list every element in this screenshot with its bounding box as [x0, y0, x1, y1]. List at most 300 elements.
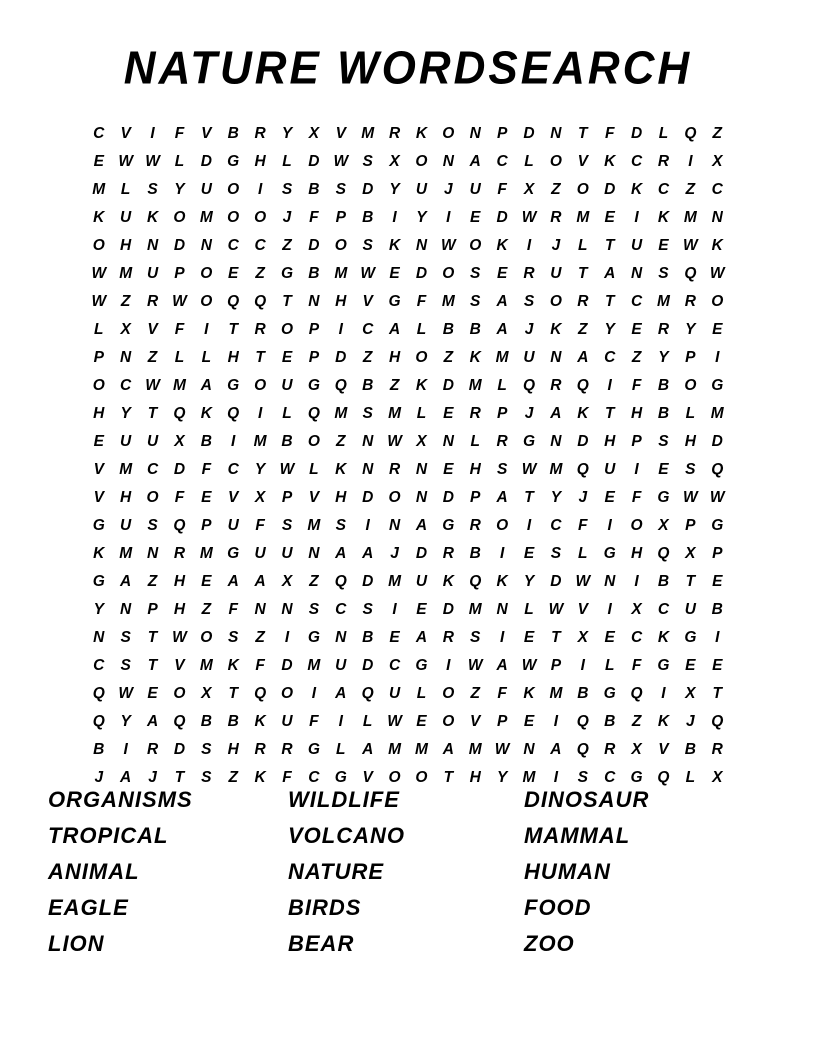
grid-letter: M	[119, 265, 133, 282]
grid-letter: T	[604, 293, 615, 310]
grid-letter: W	[91, 265, 107, 282]
grid-letter: R	[442, 629, 454, 646]
grid-letter: S	[523, 293, 535, 310]
grid-letter: W	[91, 293, 107, 310]
grid-letter: B	[227, 713, 239, 730]
grid-letter: T	[174, 769, 185, 786]
grid-letter: Q	[684, 125, 697, 142]
grid-letter: G	[307, 629, 320, 646]
grid-letter: R	[469, 517, 481, 534]
grid-letter: Q	[173, 517, 186, 534]
grid-letter: U	[604, 461, 616, 478]
grid-letter: W	[683, 489, 698, 506]
grid-letter: H	[335, 489, 347, 506]
grid-letter: H	[227, 349, 239, 366]
grid-letter: K	[604, 153, 616, 170]
grid-letter: B	[227, 125, 239, 142]
grid-letter: D	[362, 573, 374, 590]
grid-letter: M	[522, 769, 536, 786]
grid-letter: E	[201, 573, 212, 590]
grid-letter: B	[657, 405, 670, 422]
grid-letter: M	[549, 685, 563, 702]
grid-letter: V	[470, 713, 481, 730]
grid-letter: H	[630, 545, 643, 562]
grid-letter: H	[469, 769, 481, 786]
grid-letter: D	[523, 125, 535, 142]
grid-letter: I	[257, 181, 263, 198]
grid-letter: K	[254, 769, 266, 786]
grid-letter: L	[416, 685, 427, 702]
grid-letter: X	[631, 601, 642, 618]
grid-letter: H	[335, 293, 347, 310]
grid-letter: D	[415, 265, 428, 282]
grid-letter: Z	[120, 293, 131, 310]
grid-letter: I	[634, 209, 639, 226]
grid-letter: C	[657, 181, 670, 198]
grid-letter: E	[523, 713, 535, 730]
grid-letter: O	[630, 517, 643, 534]
grid-letter: S	[685, 461, 696, 478]
grid-letter: A	[496, 293, 508, 310]
grid-letter: D	[711, 433, 723, 450]
grid-letter: N	[496, 601, 508, 618]
grid-letter: W	[360, 265, 375, 282]
grid-letter: N	[362, 433, 374, 450]
grid-letter: N	[93, 629, 105, 646]
grid-letter: L	[282, 153, 292, 170]
grid-letter: N	[550, 433, 562, 450]
grid-letter: F	[174, 321, 185, 338]
grid-letter: E	[685, 657, 696, 674]
grid-letter: C	[362, 321, 374, 338]
grid-letter: W	[172, 629, 187, 646]
grid-letter: G	[388, 293, 401, 310]
grid-letter: K	[657, 209, 670, 226]
grid-letter: N	[308, 545, 320, 562]
grid-letter: N	[442, 153, 454, 170]
grid-letter: E	[604, 629, 615, 646]
grid-letter: O	[711, 293, 724, 310]
grid-letter: H	[120, 489, 132, 506]
grid-letter: P	[308, 321, 320, 338]
grid-letter: E	[93, 153, 104, 170]
grid-letter: T	[255, 349, 265, 366]
grid-letter: M	[307, 517, 321, 534]
grid-letter: W	[145, 377, 160, 394]
grid-letter: R	[388, 125, 401, 142]
grid-letter: I	[607, 377, 612, 394]
grid-letter: G	[711, 377, 724, 394]
grid-letter: E	[416, 601, 427, 618]
grid-letter: F	[174, 125, 185, 142]
grid-letter: E	[523, 545, 535, 562]
grid-letter: U	[120, 209, 132, 226]
grid-letter: C	[254, 237, 266, 254]
grid-letter: I	[257, 405, 263, 422]
grid-letter: U	[281, 713, 293, 730]
grid-letter: L	[94, 321, 104, 338]
grid-letter: C	[630, 153, 643, 170]
grid-letter: Z	[336, 433, 346, 450]
grid-letter: O	[280, 685, 294, 702]
grid-letter: Z	[147, 573, 158, 590]
grid-letter: N	[200, 237, 212, 254]
grid-letter: M	[334, 405, 348, 422]
grid-letter: U	[684, 601, 696, 618]
grid-letter: D	[362, 657, 374, 674]
grid-letter: F	[228, 601, 238, 618]
grid-letter: Y	[254, 461, 266, 478]
grid-letter: S	[362, 405, 373, 422]
grid-letter: O	[334, 237, 347, 254]
grid-letter: U	[281, 545, 293, 562]
grid-letter: O	[415, 769, 428, 786]
grid-letter: O	[496, 517, 509, 534]
grid-letter: A	[120, 573, 132, 590]
grid-letter: Z	[443, 349, 454, 366]
grid-letter: O	[200, 293, 213, 310]
grid-letter: Z	[201, 601, 212, 618]
grid-letter: G	[657, 657, 670, 674]
grid-letter: V	[577, 601, 588, 618]
grid-letter: S	[496, 461, 508, 478]
grid-letter: N	[523, 741, 535, 758]
grid-letter: Q	[576, 713, 589, 730]
word-list-item: ZOO	[524, 931, 575, 956]
grid-letter: M	[361, 125, 375, 142]
grid-letter: M	[576, 209, 590, 226]
grid-letter: D	[550, 573, 562, 590]
grid-letter: X	[685, 545, 696, 562]
grid-letter: Y	[120, 405, 131, 422]
grid-letter: X	[254, 489, 266, 506]
grid-letter: J	[551, 237, 561, 254]
grid-letter: I	[715, 629, 720, 646]
grid-letter: G	[227, 377, 240, 394]
grid-letter: K	[630, 181, 643, 198]
grid-letter: W	[279, 461, 295, 478]
grid-letter: K	[335, 461, 347, 478]
grid-letter: M	[549, 461, 563, 478]
grid-letter: V	[174, 657, 185, 674]
grid-letter: C	[604, 769, 616, 786]
grid-letter: K	[388, 237, 401, 254]
grid-letter: P	[308, 349, 320, 366]
grid-letter: U	[469, 181, 481, 198]
grid-letter: X	[120, 321, 131, 338]
grid-letter: N	[281, 601, 293, 618]
grid-letter: Z	[228, 769, 238, 786]
grid-letter: T	[147, 629, 158, 646]
grid-letter: M	[307, 657, 321, 674]
grid-letter: K	[496, 237, 508, 254]
grid-letter: O	[200, 629, 213, 646]
grid-letter: P	[496, 405, 508, 422]
grid-letter: L	[658, 125, 669, 142]
grid-letter: B	[442, 321, 454, 338]
grid-letter: I	[607, 601, 612, 618]
grid-letter: N	[469, 125, 481, 142]
grid-letter: Q	[630, 685, 643, 702]
grid-letter: D	[362, 181, 374, 198]
grid-letter: K	[254, 713, 266, 730]
grid-letter: B	[308, 265, 320, 282]
grid-letter: I	[392, 601, 397, 618]
grid-letter: C	[496, 153, 508, 170]
grid-letter: Q	[657, 545, 670, 562]
grid-letter: O	[388, 489, 401, 506]
grid-letter: Y	[389, 181, 400, 198]
grid-letter: H	[227, 741, 239, 758]
word-list-item: WILDLIFE	[288, 787, 400, 812]
grid-letter: F	[282, 769, 292, 786]
grid-letter: U	[550, 265, 562, 282]
grid-letter: S	[120, 657, 131, 674]
grid-letter: O	[549, 153, 562, 170]
grid-letter: Z	[631, 713, 642, 730]
grid-letter: Z	[578, 321, 588, 338]
grid-letter: P	[631, 433, 642, 450]
grid-letter: N	[308, 293, 320, 310]
grid-letter: F	[631, 489, 642, 506]
grid-letter: C	[227, 461, 239, 478]
grid-letter: Z	[712, 125, 722, 142]
grid-letter: G	[280, 265, 294, 282]
grid-letter: B	[362, 629, 374, 646]
grid-letter: F	[255, 657, 265, 674]
grid-letter: O	[173, 685, 186, 702]
grid-letter: C	[711, 181, 723, 198]
grid-letter: A	[415, 629, 428, 646]
grid-letter: M	[710, 405, 724, 422]
grid-letter: D	[442, 489, 454, 506]
grid-letter: V	[308, 489, 320, 506]
grid-letter: G	[92, 573, 105, 590]
grid-letter: U	[281, 377, 293, 394]
grid-letter: P	[335, 209, 346, 226]
grid-letter: L	[470, 433, 480, 450]
grid-letter: X	[685, 685, 696, 702]
grid-letter: L	[685, 405, 696, 422]
grid-letter: Q	[254, 293, 267, 310]
word-list-column	[48, 782, 288, 962]
grid-letter: H	[93, 405, 105, 422]
grid-letter: W	[118, 153, 133, 170]
grid-letter: G	[307, 741, 320, 758]
grid-letter: C	[227, 237, 239, 254]
grid-letter: Q	[576, 377, 589, 394]
grid-letter: G	[603, 545, 616, 562]
grid-letter: G	[227, 153, 240, 170]
grid-letter: D	[577, 433, 589, 450]
grid-letter: L	[497, 377, 507, 394]
grid-letter: T	[443, 769, 454, 786]
grid-letter: X	[712, 769, 723, 786]
grid-letter: X	[658, 517, 669, 534]
grid-letter: E	[389, 629, 400, 646]
grid-letter: K	[523, 685, 535, 702]
grid-letter: L	[362, 713, 373, 730]
grid-letter: O	[200, 265, 213, 282]
grid-letter: C	[93, 125, 105, 142]
grid-letter: M	[119, 461, 133, 478]
grid-letter: O	[442, 685, 455, 702]
grid-letter: E	[147, 685, 158, 702]
grid-letter: I	[607, 517, 612, 534]
grid-letter: E	[712, 573, 723, 590]
grid-letter: O	[415, 153, 428, 170]
grid-letter: W	[145, 153, 160, 170]
grid-letter: R	[684, 293, 696, 310]
grid-letter: W	[441, 237, 456, 254]
grid-letter: W	[521, 461, 537, 478]
grid-letter: T	[604, 405, 615, 422]
grid-letter: D	[200, 153, 212, 170]
grid-letter: K	[442, 573, 454, 590]
grid-letter: S	[201, 769, 212, 786]
grid-letter: B	[577, 685, 589, 702]
grid-letter: U	[335, 657, 347, 674]
word-list-item: HUMAN	[524, 859, 611, 884]
grid-letter: N	[604, 573, 616, 590]
grid-letter: F	[604, 125, 615, 142]
grid-letter: D	[442, 601, 454, 618]
grid-letter: D	[173, 461, 186, 478]
grid-letter: X	[174, 433, 185, 450]
grid-letter: G	[442, 517, 455, 534]
grid-letter: B	[308, 181, 320, 198]
grid-letter: G	[307, 377, 320, 394]
grid-letter: I	[499, 545, 505, 562]
grid-letter: L	[578, 237, 588, 254]
grid-letter: F	[631, 377, 642, 394]
grid-letter: F	[416, 293, 427, 310]
grid-letter: O	[146, 489, 159, 506]
grid-letter: W	[548, 601, 564, 618]
grid-letter: D	[281, 657, 293, 674]
grid-letter: J	[148, 769, 157, 786]
grid-letter: M	[388, 405, 402, 422]
grid-letter: W	[521, 209, 537, 226]
grid-letter: S	[362, 601, 373, 618]
grid-letter: L	[309, 461, 319, 478]
word-list-item: BEAR	[288, 931, 355, 956]
grid-letter: X	[308, 125, 320, 142]
grid-letter: P	[174, 265, 185, 282]
grid-letter: R	[550, 377, 562, 394]
grid-letter: M	[199, 657, 213, 674]
grid-letter: A	[469, 153, 481, 170]
grid-letter: O	[227, 209, 240, 226]
grid-letter: M	[468, 741, 482, 758]
grid-letter: Y	[604, 321, 615, 338]
grid-letter: O	[92, 377, 105, 394]
grid-letter: A	[550, 405, 562, 422]
grid-letter: F	[578, 517, 588, 534]
grid-letter: V	[147, 321, 158, 338]
grid-letter: V	[362, 293, 373, 310]
grid-letter: I	[715, 349, 720, 366]
grid-letter: I	[634, 461, 639, 478]
grid-letter: D	[173, 237, 186, 254]
grid-letter: O	[92, 237, 105, 254]
grid-letter: U	[388, 685, 401, 702]
grid-letter: A	[496, 489, 508, 506]
grid-letter: R	[523, 265, 535, 282]
grid-letter: U	[120, 517, 132, 534]
grid-letter: M	[468, 377, 482, 394]
word-list-item: NATURE	[288, 859, 385, 884]
grid-letter: K	[657, 629, 670, 646]
grid-letter: A	[496, 321, 508, 338]
grid-letter: N	[415, 489, 428, 506]
grid-letter: R	[254, 125, 266, 142]
grid-letter: S	[470, 629, 481, 646]
grid-letter: R	[469, 405, 481, 422]
grid-letter: O	[684, 377, 697, 394]
grid-letter: V	[120, 125, 131, 142]
grid-letter: T	[147, 657, 158, 674]
grid-letter: W	[387, 713, 402, 730]
grid-letter: T	[228, 321, 238, 338]
grid-letter: K	[415, 377, 428, 394]
grid-letter: L	[578, 545, 588, 562]
grid-letter: A	[442, 741, 454, 758]
grid-letter: M	[388, 573, 402, 590]
grid-letter: N	[335, 629, 347, 646]
word-list	[48, 782, 768, 962]
grid-letter: O	[415, 349, 428, 366]
grid-letter: F	[174, 489, 185, 506]
grid-letter: G	[522, 433, 536, 450]
grid-letter: I	[123, 741, 128, 758]
word-list-column	[288, 782, 524, 962]
grid-letter: M	[388, 741, 402, 758]
grid-letter: K	[200, 405, 212, 422]
grid-letter: A	[200, 377, 212, 394]
grid-letter: N	[120, 349, 132, 366]
grid-letter: K	[146, 209, 159, 226]
grid-letter: Q	[576, 741, 589, 758]
grid-letter: V	[658, 741, 669, 758]
grid-letter: R	[254, 321, 266, 338]
grid-letter: Y	[120, 713, 131, 730]
grid-letter: D	[415, 545, 428, 562]
grid-letter: H	[469, 461, 481, 478]
grid-letter: A	[254, 573, 266, 590]
grid-letter: C	[630, 629, 643, 646]
grid-letter: T	[685, 573, 696, 590]
grid-letter: Q	[361, 685, 374, 702]
grid-letter: Z	[362, 349, 373, 366]
grid-letter: A	[388, 321, 401, 338]
grid-letter: Q	[173, 713, 186, 730]
grid-letter: X	[416, 433, 427, 450]
grid-letter: Q	[657, 769, 670, 786]
grid-letter: T	[228, 685, 238, 702]
grid-letter: R	[388, 461, 401, 478]
grid-letter: Q	[254, 685, 267, 702]
grid-letter: A	[120, 769, 132, 786]
grid-letter: N	[120, 601, 132, 618]
grid-letter: N	[362, 461, 374, 478]
grid-letter: U	[120, 433, 132, 450]
grid-letter: I	[446, 657, 451, 674]
grid-letter: E	[604, 209, 615, 226]
grid-letter: X	[281, 573, 293, 590]
grid-letter: W	[467, 657, 483, 674]
grid-letter: I	[284, 629, 290, 646]
